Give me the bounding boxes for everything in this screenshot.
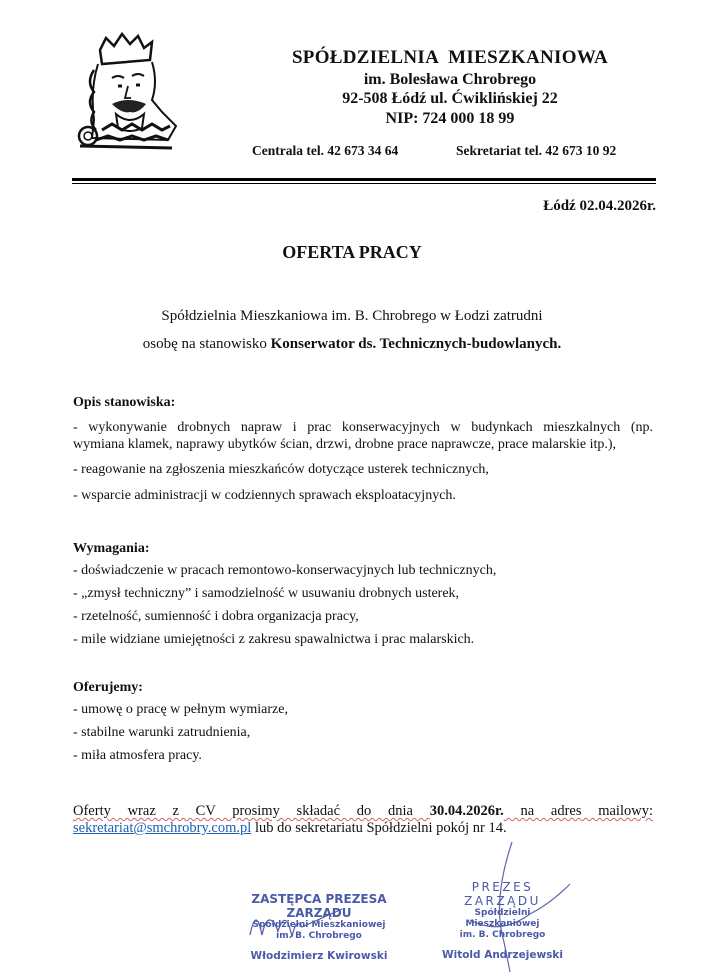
section-heading: Wymagania: xyxy=(73,541,150,556)
org-name: SPÓŁDZIELNIA MIESZKANIOWA xyxy=(291,47,609,68)
list-item: - wsparcie administracji w codziennych sprawach eksploatacyjnych. xyxy=(73,488,456,503)
org-patron: im. Bolesława Chrobrego xyxy=(363,71,537,88)
stamp-signatory-name: Włodzimierz Kwirowski xyxy=(250,950,388,962)
list-item: - mile widziane umiejętności z zakresu spawalnictwa i prac malarskich. xyxy=(73,632,475,647)
footer-suffix: na adres mailowy: xyxy=(503,803,653,819)
org-nip: NIP: 724 000 18 99 xyxy=(385,110,515,127)
position-name: Konserwator ds. Technicznych-budowlanych. xyxy=(270,336,562,352)
stamp-president xyxy=(440,880,565,961)
list-item: - umowę o pracę w pełnym wymiarze, xyxy=(73,702,288,717)
stamp-title: ZASTĘPCA PREZESA ZARZĄDU xyxy=(251,892,387,920)
stamp-org: Spółdzielni Mieszkaniowej xyxy=(252,920,386,930)
list-item: - stabilne warunki zatrudnienia, xyxy=(73,725,251,740)
stamp-org: Spółdzielni Mieszkaniowej xyxy=(465,908,540,929)
stamp-patron: im. B. Chrobrego xyxy=(459,930,546,940)
list-item: wymiana klamek, naprawy ubytków ścian, drzwi, drobne prace naprawcze, prace malarskie itp.), xyxy=(73,437,617,452)
footer-line-2-text: lub do sekretariatu Spółdzielni pokój nr 14. xyxy=(251,820,507,836)
email-link[interactable]: sekretariat@smchrobry.com.pl xyxy=(73,820,252,836)
stamp-signatory-name: Witold Andrzejewski xyxy=(442,949,563,961)
stamp-patron: im. B. Chrobrego xyxy=(276,931,362,941)
section-heading: Oferujemy: xyxy=(73,680,143,695)
list-item: - rzetelność, sumienność i dobra organizacja pracy, xyxy=(73,609,359,624)
document-date: Łódź 02.04.2026r. xyxy=(543,198,656,214)
org-address: 92-508 Łódź ul. Ćwiklińskiej 22 xyxy=(342,90,558,107)
list-item: - „zmysł techniczny” i samodzielność w usuwaniu drobnych usterek, xyxy=(73,586,460,601)
intro-line-1: Spółdzielnia Mieszkaniowa im. B. Chrobrego w Łodzi zatrudni xyxy=(161,308,543,324)
list-item: - reagowanie na zgłoszenia mieszkańców dotyczące usterek technicznych, xyxy=(73,462,489,477)
deadline-date: 30.04.2026r. xyxy=(429,803,504,819)
section-heading: Opis stanowiska: xyxy=(73,395,176,410)
phone-secretariat: Sekretariat tel. 42 673 10 92 xyxy=(456,143,617,158)
stamp-title: PREZES ZARZĄDU xyxy=(464,880,541,908)
footer-prefix: Oferty wraz z CV prosimy składać do dnia xyxy=(73,803,430,819)
list-item: - doświadczenie w pracach remontowo-konserwacyjnych lub technicznych, xyxy=(73,563,497,578)
list-item: - miła atmosfera pracy. xyxy=(73,748,202,763)
phone-central: Centrala tel. 42 673 34 64 xyxy=(252,143,399,158)
list-item: - wykonywanie drobnych napraw i prac konserwacyjnych w budynkach mieszkalnych (np. xyxy=(73,420,653,435)
stamp-deputy-president xyxy=(244,892,394,962)
page-title: OFERTA PRACY xyxy=(282,242,422,262)
intro-prefix: osobę na stanowisko xyxy=(142,336,271,352)
